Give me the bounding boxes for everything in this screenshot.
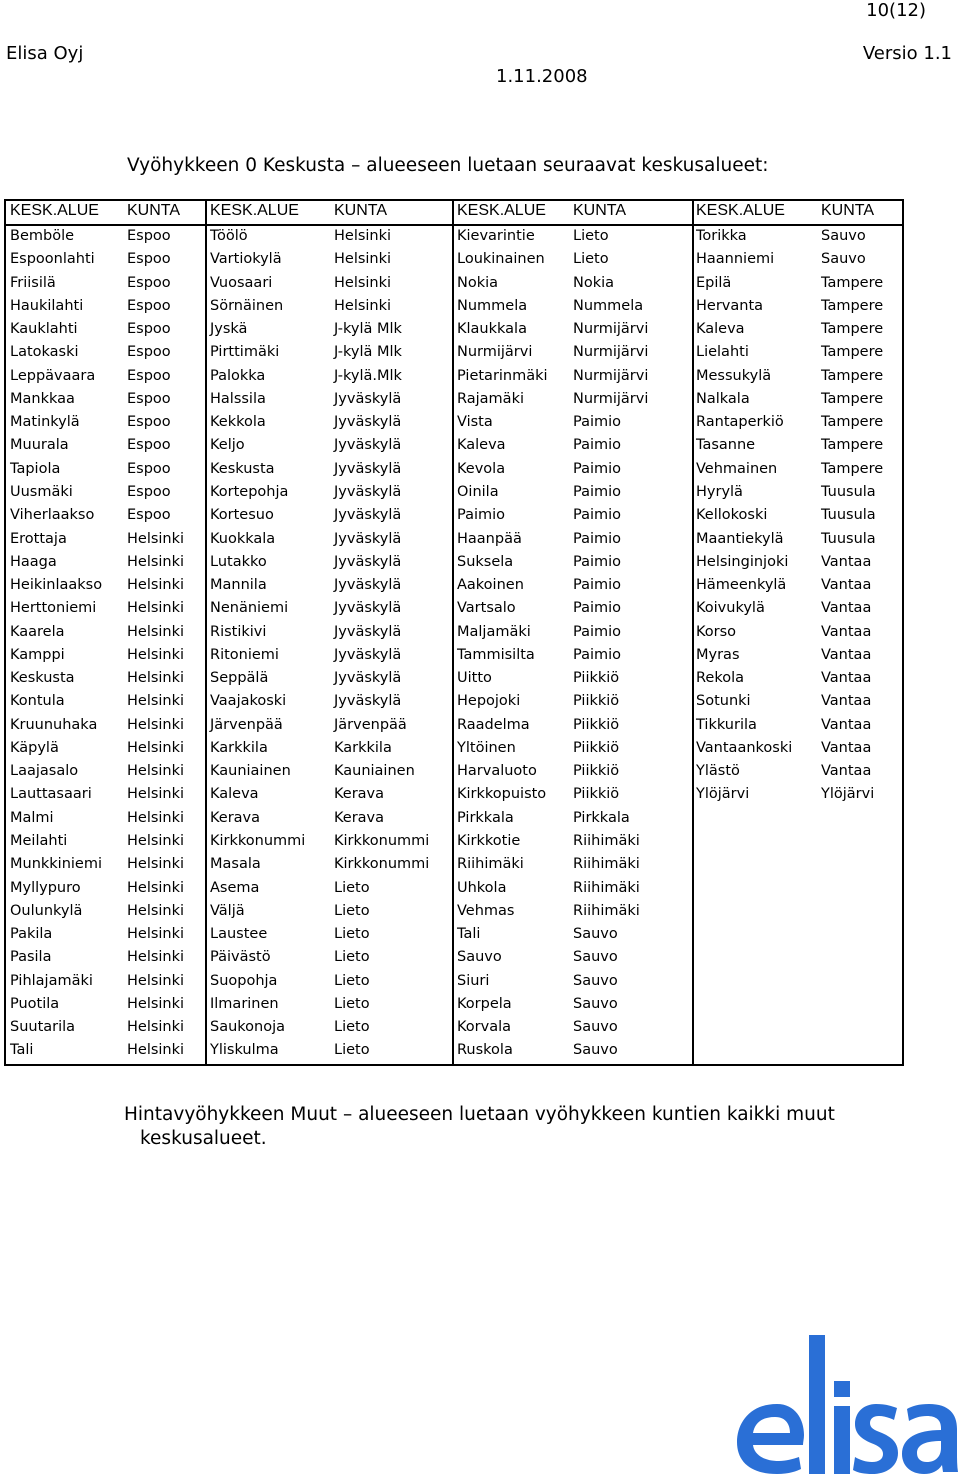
district-name: Erottaja bbox=[10, 530, 67, 547]
header-kunta: KUNTA bbox=[821, 202, 875, 219]
municipality-name: Riihimäki bbox=[573, 879, 640, 896]
municipality-name: Paimio bbox=[573, 483, 622, 500]
municipality-name: Vantaa bbox=[821, 553, 872, 570]
municipality-name: Piikkiö bbox=[573, 716, 620, 733]
header-kunta: KUNTA bbox=[127, 202, 181, 219]
municipality-name: Nummela bbox=[573, 297, 644, 314]
municipality-name: Vantaa bbox=[821, 693, 872, 710]
district-name: Nenäniemi bbox=[210, 600, 289, 617]
municipality-name: Riihimäki bbox=[573, 833, 640, 850]
district-name: Ilmarinen bbox=[210, 995, 279, 1012]
municipality-name: Jyväskylä bbox=[334, 693, 402, 710]
municipality-name: Jyväskylä bbox=[334, 414, 402, 431]
municipality-name: Nurmijärvi bbox=[573, 390, 649, 407]
district-name: Laajasalo bbox=[10, 763, 79, 780]
district-name: Laustee bbox=[210, 926, 268, 943]
municipality-name: Lieto bbox=[573, 251, 609, 268]
district-name: Oinila bbox=[457, 483, 499, 500]
municipality-name: Helsinki bbox=[127, 786, 185, 803]
municipality-name: Lieto bbox=[334, 879, 370, 896]
district-name: Riihimäki bbox=[457, 856, 524, 873]
district-name: Kirkkopuisto bbox=[457, 786, 547, 803]
district-name: Pirkkala bbox=[457, 809, 514, 826]
district-name: Korso bbox=[696, 623, 737, 640]
district-name: Lauttasaari bbox=[10, 786, 92, 803]
district-name: Mankkaa bbox=[10, 390, 75, 407]
district-name: Matinkylä bbox=[10, 414, 80, 431]
district-name: Kamppi bbox=[10, 646, 65, 663]
municipality-name: Espoo bbox=[127, 251, 171, 268]
municipality-name: Helsinki bbox=[127, 809, 185, 826]
header-kesk-alue: KESK.ALUE bbox=[210, 202, 299, 219]
district-name: Myras bbox=[696, 646, 740, 663]
header-kesk-alue: KESK.ALUE bbox=[457, 202, 546, 219]
district-name: Korpela bbox=[457, 995, 512, 1012]
district-name: Jyskä bbox=[210, 321, 248, 338]
district-name: Sotunki bbox=[696, 693, 751, 710]
municipality-name: Helsinki bbox=[127, 763, 185, 780]
district-name: Epilä bbox=[696, 274, 732, 291]
district-name: Haaga bbox=[10, 553, 57, 570]
municipality-name: Vantaa bbox=[821, 739, 872, 756]
district-name: Rekola bbox=[696, 670, 745, 687]
page-number: 10(12) bbox=[866, 0, 926, 21]
document-version: Versio 1.1 bbox=[862, 43, 952, 64]
municipality-name: Helsinki bbox=[127, 670, 185, 687]
municipality-name: Helsinki bbox=[127, 530, 185, 547]
district-name: Hervanta bbox=[696, 297, 764, 314]
header-kesk-alue: KESK.ALUE bbox=[10, 202, 99, 219]
district-name: Messukylä bbox=[696, 367, 772, 384]
district-name: Kirkkotie bbox=[457, 833, 521, 850]
municipality-name: Helsinki bbox=[127, 902, 185, 919]
district-name: Raadelma bbox=[457, 716, 530, 733]
district-name: Vartiokylä bbox=[210, 251, 282, 268]
closing-line-2: keskusalueet. bbox=[140, 1128, 267, 1149]
district-name: Malmi bbox=[10, 809, 54, 826]
municipality-name: Helsinki bbox=[127, 577, 185, 594]
municipality-name: Espoo bbox=[127, 228, 171, 244]
district-name: Lielahti bbox=[696, 344, 749, 361]
municipality-name: Tampere bbox=[821, 274, 884, 291]
district-name: Karkkila bbox=[210, 739, 268, 756]
district-name: Käpylä bbox=[10, 739, 59, 756]
district-name: Helsinginjoki bbox=[696, 553, 789, 570]
district-name: Paimio bbox=[457, 507, 506, 524]
header-divider bbox=[6, 224, 902, 226]
district-name: Hämeenkylä bbox=[696, 577, 787, 594]
municipality-name: Jyväskylä bbox=[334, 437, 402, 454]
municipality-name: Ylöjärvi bbox=[821, 786, 875, 803]
district-name: Sauvo bbox=[457, 949, 502, 966]
municipality-name: Helsinki bbox=[127, 949, 185, 966]
district-name: Kaleva bbox=[210, 786, 259, 803]
district-name: Ristikivi bbox=[210, 623, 267, 640]
municipality-name: J-kylä.Mlk bbox=[334, 367, 402, 384]
municipality-name: Jyväskylä bbox=[334, 553, 402, 570]
municipality-name: Jyväskylä bbox=[334, 577, 402, 594]
municipality-name: Espoo bbox=[127, 437, 171, 454]
district-name: Tikkurila bbox=[696, 716, 757, 733]
municipality-name: Piikkiö bbox=[573, 763, 620, 780]
municipality-name: Helsinki bbox=[127, 600, 185, 617]
district-name: Kirkkonummi bbox=[210, 833, 306, 850]
municipality-name: Tampere bbox=[821, 367, 884, 384]
district-name: Suopohja bbox=[210, 972, 278, 989]
district-name: Vehmas bbox=[457, 902, 515, 919]
district-name: Koivukylä bbox=[696, 600, 765, 617]
municipality-name: Vantaa bbox=[821, 600, 872, 617]
municipality-name: Helsinki bbox=[127, 623, 185, 640]
district-name: Vaajakoski bbox=[210, 693, 287, 710]
municipality-name: Sauvo bbox=[573, 1019, 618, 1036]
municipality-name: Järvenpää bbox=[334, 716, 407, 733]
municipality-name: Helsinki bbox=[127, 972, 185, 989]
municipality-name: Espoo bbox=[127, 390, 171, 407]
district-name: Kauklahti bbox=[10, 321, 78, 338]
municipality-name: Helsinki bbox=[334, 251, 392, 268]
district-name: Keljo bbox=[210, 437, 245, 454]
district-name: Kortepohja bbox=[210, 483, 289, 500]
municipality-name: Paimio bbox=[573, 577, 622, 594]
elisa-logo bbox=[737, 1331, 959, 1474]
municipality-name: Tampere bbox=[821, 390, 884, 407]
municipality-name: Espoo bbox=[127, 507, 171, 524]
district-name: Kievarintie bbox=[457, 228, 535, 244]
elisa-logo-mark bbox=[737, 1335, 958, 1474]
municipality-name: Helsinki bbox=[334, 297, 392, 314]
district-name: Rajamäki bbox=[457, 390, 524, 407]
municipality-name: J-kylä Mlk bbox=[334, 344, 402, 361]
district-name: Päivästö bbox=[210, 949, 271, 966]
district-name: Järvenpää bbox=[210, 716, 283, 733]
municipality-name: Lieto bbox=[334, 926, 370, 943]
municipality-name: Piikkiö bbox=[573, 786, 620, 803]
municipality-name: Nurmijärvi bbox=[573, 321, 649, 338]
district-name: Nalkala bbox=[696, 390, 750, 407]
district-name: Nummela bbox=[457, 297, 528, 314]
district-name: Vartsalo bbox=[457, 600, 516, 617]
municipality-name: Piikkiö bbox=[573, 693, 620, 710]
column-divider bbox=[205, 201, 207, 1064]
municipality-name: Espoo bbox=[127, 483, 171, 500]
municipality-name: Paimio bbox=[573, 507, 622, 524]
municipality-name: Tampere bbox=[821, 460, 884, 477]
district-name: Tali bbox=[457, 926, 481, 943]
district-name: Suutarila bbox=[10, 1019, 76, 1036]
municipality-name: Nurmijärvi bbox=[573, 367, 649, 384]
closing-paragraph bbox=[124, 1103, 835, 1151]
district-name: Uhkola bbox=[457, 879, 507, 896]
header-kesk-alue: KESK.ALUE bbox=[696, 202, 785, 219]
district-name: Seppälä bbox=[210, 670, 269, 687]
municipality-name: Paimio bbox=[573, 553, 622, 570]
district-name: Kuokkala bbox=[210, 530, 276, 547]
district-name: Myllypuro bbox=[10, 879, 81, 896]
district-name: Keskusta bbox=[210, 460, 275, 477]
municipality-name: Riihimäki bbox=[573, 856, 640, 873]
district-name: Kaleva bbox=[696, 321, 745, 338]
district-name: Vista bbox=[457, 414, 493, 431]
district-name: Kerava bbox=[210, 809, 261, 826]
municipality-name: Pirkkala bbox=[573, 809, 630, 826]
municipality-name: Espoo bbox=[127, 274, 171, 291]
district-name: Yliskulma bbox=[210, 1042, 279, 1059]
district-name: Klaukkala bbox=[457, 321, 527, 338]
municipality-name: Jyväskylä bbox=[334, 600, 402, 617]
district-name: Tasanne bbox=[696, 437, 756, 454]
municipality-name: J-kylä Mlk bbox=[334, 321, 402, 338]
municipality-name: Lieto bbox=[573, 228, 609, 244]
municipality-name: Vantaa bbox=[821, 623, 872, 640]
municipality-name: Jyväskylä bbox=[334, 483, 402, 500]
district-name: Tali bbox=[10, 1042, 34, 1059]
municipality-name: Lieto bbox=[334, 995, 370, 1012]
district-name: Kekkola bbox=[210, 414, 266, 431]
municipality-name: Espoo bbox=[127, 460, 171, 477]
district-name: Tammisilta bbox=[457, 646, 535, 663]
district-name: Töölö bbox=[210, 228, 248, 244]
municipality-name: Helsinki bbox=[127, 716, 185, 733]
municipality-name: Sauvo bbox=[821, 251, 866, 268]
district-name: Leppävaara bbox=[10, 367, 96, 384]
municipality-name: Espoo bbox=[127, 344, 171, 361]
district-name: Torikka bbox=[696, 228, 747, 244]
district-name: Haukilahti bbox=[10, 297, 84, 314]
municipality-name: Tuusula bbox=[821, 483, 876, 500]
municipality-name: Nokia bbox=[573, 274, 615, 291]
district-name: Kruunuhaka bbox=[10, 716, 98, 733]
municipality-name: Helsinki bbox=[127, 856, 185, 873]
district-name: Ylästö bbox=[696, 763, 740, 780]
municipality-name: Piikkiö bbox=[573, 670, 620, 687]
municipality-name: Espoo bbox=[127, 321, 171, 338]
municipality-name: Lieto bbox=[334, 902, 370, 919]
district-name: Pietarinmäki bbox=[457, 367, 548, 384]
district-name: Puotila bbox=[10, 995, 60, 1012]
municipality-name: Paimio bbox=[573, 437, 622, 454]
municipality-name: Helsinki bbox=[127, 926, 185, 943]
municipality-name: Paimio bbox=[573, 600, 622, 617]
district-name: Haanpää bbox=[457, 530, 522, 547]
municipality-name: Jyväskylä bbox=[334, 530, 402, 547]
municipality-name: Kirkkonummi bbox=[334, 856, 430, 873]
district-name: Pasila bbox=[10, 949, 52, 966]
district-name: Bemböle bbox=[10, 228, 75, 244]
column-divider bbox=[692, 201, 694, 1064]
municipality-name: Sauvo bbox=[573, 926, 618, 943]
municipality-name: Tuusula bbox=[821, 507, 876, 524]
municipality-name: Vantaa bbox=[821, 670, 872, 687]
district-name: Masala bbox=[210, 856, 261, 873]
district-name: Loukinainen bbox=[457, 251, 545, 268]
municipality-name: Espoo bbox=[127, 297, 171, 314]
municipality-name: Sauvo bbox=[573, 995, 618, 1012]
district-name: Mannila bbox=[210, 577, 267, 594]
district-name: Rantaperkiö bbox=[696, 414, 784, 431]
municipality-name: Kerava bbox=[334, 786, 385, 803]
district-name: Ruskola bbox=[457, 1042, 513, 1059]
district-name: Uitto bbox=[457, 670, 492, 687]
district-name: Harvaluoto bbox=[457, 763, 537, 780]
municipality-name: Lieto bbox=[334, 1042, 370, 1059]
municipality-name: Lieto bbox=[334, 949, 370, 966]
municipality-name: Nurmijärvi bbox=[573, 344, 649, 361]
district-name: Friisilä bbox=[10, 274, 56, 291]
district-name: Yltöinen bbox=[457, 739, 516, 756]
district-name: Viherlaakso bbox=[10, 507, 95, 524]
district-name: Kaarela bbox=[10, 623, 65, 640]
district-name: Meilahti bbox=[10, 833, 68, 850]
municipality-name: Piikkiö bbox=[573, 739, 620, 756]
district-name: Maljamäki bbox=[457, 623, 531, 640]
municipality-name: Jyväskylä bbox=[334, 460, 402, 477]
municipality-name: Helsinki bbox=[127, 995, 185, 1012]
district-name: Kellokoski bbox=[696, 507, 768, 524]
municipality-name: Helsinki bbox=[127, 646, 185, 663]
municipality-name: Tampere bbox=[821, 321, 884, 338]
column-divider bbox=[452, 201, 454, 1064]
district-name: Suksela bbox=[457, 553, 514, 570]
municipality-name: Helsinki bbox=[127, 739, 185, 756]
municipality-name: Tampere bbox=[821, 414, 884, 431]
district-name: Aakoinen bbox=[457, 577, 524, 594]
municipality-name: Sauvo bbox=[573, 949, 618, 966]
municipality-name: Tampere bbox=[821, 344, 884, 361]
municipality-name: Sauvo bbox=[573, 1042, 618, 1059]
municipality-name: Paimio bbox=[573, 530, 622, 547]
district-name: Hyrylä bbox=[696, 483, 743, 500]
municipality-name: Jyväskylä bbox=[334, 646, 402, 663]
municipality-name: Vantaa bbox=[821, 646, 872, 663]
district-name: Nokia bbox=[457, 274, 499, 291]
district-name: Kontula bbox=[10, 693, 65, 710]
district-name: Oulunkylä bbox=[10, 902, 83, 919]
district-name: Lutakko bbox=[210, 553, 267, 570]
district-name: Latokaski bbox=[10, 344, 79, 361]
header-kunta: KUNTA bbox=[573, 202, 627, 219]
municipality-name: Vantaa bbox=[821, 577, 872, 594]
district-name: Halssila bbox=[210, 390, 266, 407]
municipality-name: Sauvo bbox=[821, 228, 866, 244]
district-name: Pirttimäki bbox=[210, 344, 280, 361]
district-name: Nurmijärvi bbox=[457, 344, 533, 361]
district-name: Maantiekylä bbox=[696, 530, 784, 547]
district-name: Haanniemi bbox=[696, 251, 775, 268]
municipality-name: Paimio bbox=[573, 646, 622, 663]
district-name: Herttoniemi bbox=[10, 600, 97, 617]
municipality-name: Paimio bbox=[573, 460, 622, 477]
district-name: Kauniainen bbox=[210, 763, 291, 780]
district-name: Tapiola bbox=[10, 460, 61, 477]
district-name: Kaleva bbox=[457, 437, 506, 454]
municipality-name: Tuusula bbox=[821, 530, 876, 547]
municipality-name: Espoo bbox=[127, 414, 171, 431]
district-name: Saukonoja bbox=[210, 1019, 286, 1036]
municipality-name: Espoo bbox=[127, 367, 171, 384]
company-name: Elisa Oyj bbox=[6, 43, 84, 64]
municipality-name: Tampere bbox=[821, 437, 884, 454]
municipality-name: Sauvo bbox=[573, 972, 618, 989]
district-table bbox=[4, 199, 904, 1066]
municipality-name: Vantaa bbox=[821, 763, 872, 780]
district-name: Munkkiniemi bbox=[10, 856, 103, 873]
municipality-name: Helsinki bbox=[127, 693, 185, 710]
municipality-name: Jyväskylä bbox=[334, 390, 402, 407]
district-name: Vehmainen bbox=[696, 460, 778, 477]
municipality-name: Helsinki bbox=[127, 879, 185, 896]
municipality-name: Paimio bbox=[573, 623, 622, 640]
closing-line-1: Hintavyöhykkeen Muut – alueeseen luetaan vyöhykkeen kuntien kaikki muut bbox=[124, 1104, 835, 1125]
municipality-name: Helsinki bbox=[334, 274, 392, 291]
district-name: Siuri bbox=[457, 972, 490, 989]
district-name: Vantaankoski bbox=[696, 739, 793, 756]
intro-paragraph: Vyöhykkeen 0 Keskusta – alueeseen luetaan seuraavat keskusalueet: bbox=[127, 155, 769, 176]
district-name: Ritoniemi bbox=[210, 646, 279, 663]
municipality-name: Helsinki bbox=[127, 833, 185, 850]
municipality-name: Tampere bbox=[821, 297, 884, 314]
district-name: Muurala bbox=[10, 437, 69, 454]
district-name: Kortesuo bbox=[210, 507, 274, 524]
district-name: Korvala bbox=[457, 1019, 511, 1036]
municipality-name: Karkkila bbox=[334, 739, 392, 756]
header-kunta: KUNTA bbox=[334, 202, 388, 219]
municipality-name: Riihimäki bbox=[573, 902, 640, 919]
district-name: Sörnäinen bbox=[210, 297, 284, 314]
municipality-name: Vantaa bbox=[821, 716, 872, 733]
municipality-name: Jyväskylä bbox=[334, 507, 402, 524]
municipality-name: Helsinki bbox=[127, 553, 185, 570]
municipality-name: Jyväskylä bbox=[334, 623, 402, 640]
district-name: Väljä bbox=[210, 902, 245, 919]
municipality-name: Lieto bbox=[334, 972, 370, 989]
municipality-name: Jyväskylä bbox=[334, 670, 402, 687]
municipality-name: Kauniainen bbox=[334, 763, 415, 780]
municipality-name: Helsinki bbox=[334, 228, 392, 244]
municipality-name: Kerava bbox=[334, 809, 385, 826]
municipality-name: Kirkkonummi bbox=[334, 833, 430, 850]
district-name: Kevola bbox=[457, 460, 506, 477]
district-name: Pihlajamäki bbox=[10, 972, 93, 989]
municipality-name: Paimio bbox=[573, 414, 622, 431]
district-name: Ylöjärvi bbox=[696, 786, 750, 803]
district-name: Espoonlahti bbox=[10, 251, 95, 268]
district-name: Pakila bbox=[10, 926, 53, 943]
municipality-name: Helsinki bbox=[127, 1019, 185, 1036]
district-name: Keskusta bbox=[10, 670, 75, 687]
municipality-name: Helsinki bbox=[127, 1042, 185, 1059]
district-name: Uusmäki bbox=[10, 483, 73, 500]
district-name: Palokka bbox=[210, 367, 266, 384]
district-name: Heikinlaakso bbox=[10, 577, 103, 594]
district-name: Asema bbox=[210, 879, 260, 896]
district-name: Hepojoki bbox=[457, 693, 521, 710]
document-date: 1.11.2008 bbox=[496, 66, 588, 87]
district-name: Vuosaari bbox=[210, 274, 273, 291]
municipality-name: Lieto bbox=[334, 1019, 370, 1036]
